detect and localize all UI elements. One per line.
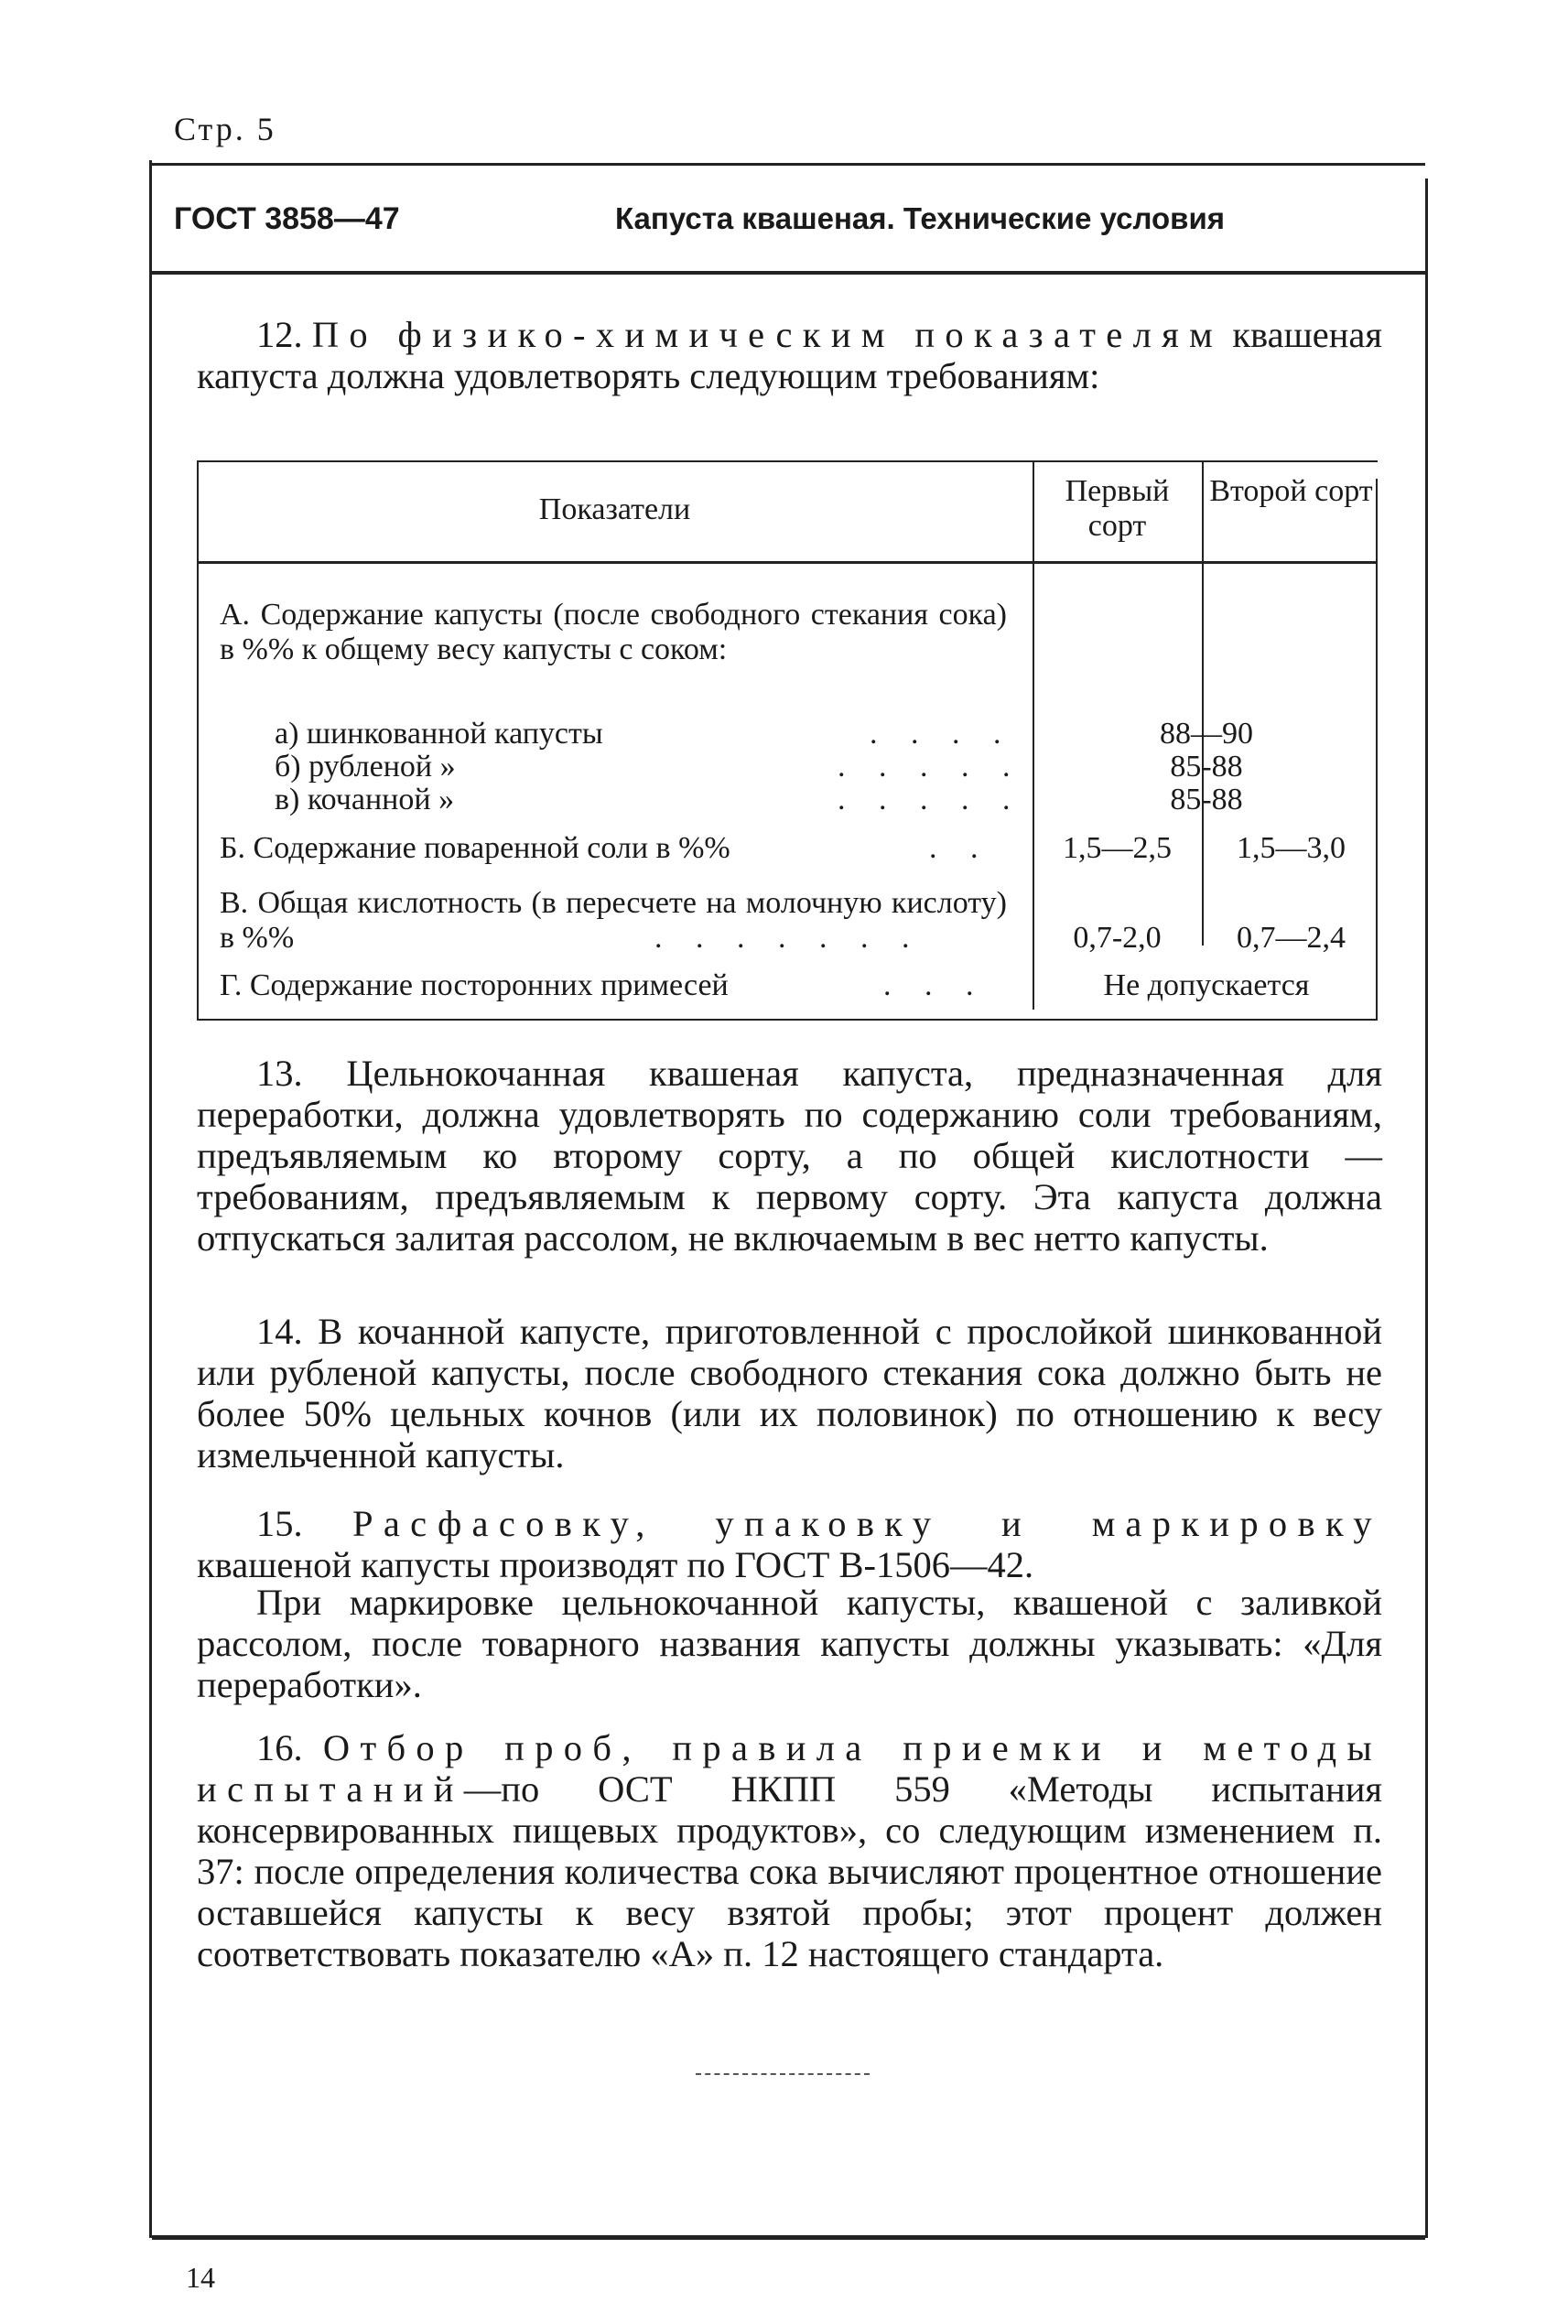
row-b-second: 1,5—3,0 [1237,831,1346,865]
row-a1-leader: . . . . [870,717,1014,751]
paragraph-12-text: квашеная капуста должна удовлетворять следующим требованиям: [197,314,1383,396]
table-rule-header [197,561,1378,564]
row-v-second: 0,7—2,4 [1237,921,1346,955]
row-a2-label: б) рубленой » [275,750,456,784]
table-column-divider-2 [1202,460,1204,946]
row-g-leader: . . . [883,968,987,1002]
page-number-top: Стр. 5 [174,111,276,147]
row-b-leader: . . [929,831,991,865]
row-a3-value: 85-88 [1170,783,1243,816]
row-a2-value: 85-88 [1170,750,1243,784]
row-g-label: Г. Содержание посторонних примесей [220,968,729,1002]
row-b-first: 1,5—2,5 [1063,831,1172,865]
row-g-value: Не допускается [1103,968,1310,1002]
row-v-leader: . . . . . . . [654,921,923,955]
paragraph-16-number: 16. [256,1727,303,1768]
paragraph-16-text: —по ОСТ НКПП 559 «Методы испытания консервированных пищевых продуктов», со следующим изменением п. 37: после определения количества сока вычисляют процентное отношение оставшейся капусты к весу взятой пробы; этот процент должен соответствовать показателю «А» п. 12 настоящего стандарта. [197,1768,1382,1974]
header-second-grade: Второй сорт [1209,474,1373,508]
table-column-divider-1 [1033,460,1034,1010]
paragraph-15-continuation: При маркировке цельнокочанной капусты, квашеной с заливкой рассолом, после товарного названия капусты должны указывать: «Для переработки». [197,1582,1382,1705]
frame-left-border [149,160,152,2238]
paragraph-12-number: 12. [256,314,303,355]
bottom-rule [152,2235,1425,2240]
row-a1-value: 88—90 [1160,717,1253,751]
row-a1-label: а) шинкованной капусты [275,717,603,751]
row-a-label: А. Содержание капусты (после свободного стекания сока) в %% к общему весу капусты с соком: [220,598,1007,666]
paragraph-16 [197,1727,1382,1974]
table-rule-bottom [197,1019,1378,1021]
header-rule-bottom [152,271,1425,275]
document-title: Капуста квашеная. Технические условия [615,201,1226,235]
standard-number: ГОСТ 3858—47 [174,201,400,236]
header-rule-top [152,163,1425,166]
page-number-bottom: 14 [186,2261,215,2294]
paragraph-12-spaced: По физико-химическим показателям [311,314,1224,355]
row-v-first: 0,7-2,0 [1073,921,1162,955]
row-a2-leader: . . . . . [838,750,1023,784]
header-indicators: Показатели [538,492,691,526]
paragraph-15 [197,1503,1382,1585]
header-first-grade: Первый сорт [1065,474,1170,543]
end-separator [696,2073,870,2075]
table-rule-top [197,460,1378,462]
paragraph-15-text: квашеной капусты производят по ГОСТ В-1506—42. [197,1544,1034,1585]
frame-right-border [1425,178,1428,2238]
paragraph-15-spaced: Расфасовку, упаковку и маркировку [351,1503,1382,1544]
row-a3-label: в) кочанной » [275,783,455,816]
paragraph-12 [197,314,1382,396]
row-v-label: В. Общая кислотность (в пересчете на молочную кислоту) в %% [220,886,1007,955]
table-border-left [197,460,199,1021]
paragraph-14: 14. В кочанной капусте, приготовленной с прослойкой шинкованной или рубленой капусты, после свободного стекания сока должно быть не более 50% цельных кочнов (или их половинок) по отношению к весу измельченной капусты. [197,1311,1382,1475]
paragraph-13: 13. Цельнокочанная квашеная капуста, предназначенная для переработки, должна удовлетворять по содержанию соли требованиям, предъявляемым ко второму сорту, а по общей кислотности — требованиям, предъявляемым к первому сорту. Эта капуста должна отпускаться залитая рассолом, не включаемым в вес нетто капусты. [197,1053,1382,1259]
spec-table [197,460,1382,1021]
paragraph-16-spaced: Отбор проб, правила приемки и методы испытаний [197,1727,1382,1810]
table-border-right [1376,479,1378,1021]
row-b-label: Б. Содержание поваренной соли в %% [220,831,730,865]
paragraph-15-number: 15. [256,1503,303,1544]
row-a3-leader: . . . . . [838,783,1023,816]
